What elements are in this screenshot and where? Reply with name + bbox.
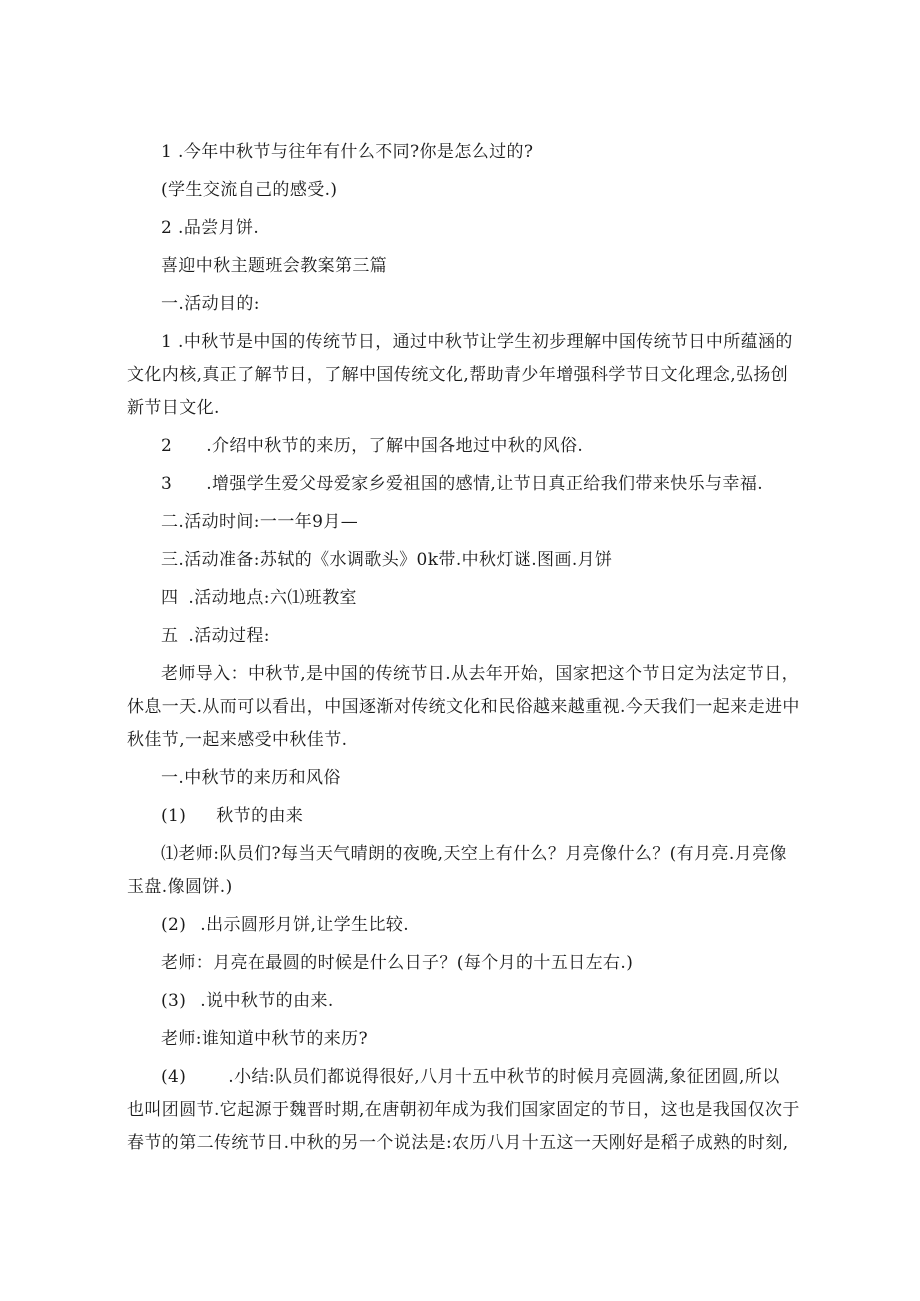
paragraph-line: 一.中秋节的来历和风俗 bbox=[161, 768, 341, 788]
section-title: 喜迎中秋主题班会教案第三篇 bbox=[161, 256, 388, 276]
paragraph-line: 文化内核,真正了解节日，了解中国传统文化,帮助青少年增强科学节日文化理念,弘扬创 bbox=[127, 365, 789, 385]
paragraph-line bbox=[161, 804, 303, 828]
paragraph-line: 秋佳节,一起来感受中秋佳节. bbox=[127, 730, 348, 750]
paragraph-line bbox=[161, 913, 409, 937]
list-number: (2) bbox=[161, 915, 187, 935]
list-number: 五 bbox=[161, 626, 179, 646]
paragraph-line: 新节日文化. bbox=[127, 398, 220, 418]
list-number: (1) bbox=[161, 806, 187, 826]
paragraph-line: 2 .品尝月饼. bbox=[161, 218, 260, 238]
list-text: .活动过程: bbox=[188, 626, 270, 646]
list-number: (4) bbox=[161, 1067, 187, 1087]
paragraph-line: 老师:谁知道中秋节的来历? bbox=[161, 1029, 369, 1049]
list-text: .出示圆形月饼,让学生比较. bbox=[200, 915, 410, 935]
paragraph-line: 三.活动准备:苏轼的《水调歌头》0k带.中秋灯谜.图画.月饼 bbox=[161, 550, 613, 570]
paragraph-line: 老师：月亮在最圆的时候是什么日子？(每个月的十五日左右.) bbox=[161, 953, 634, 973]
list-text: 秋节的由来 bbox=[216, 806, 304, 826]
paragraph-line: 玉盘.像圆饼.) bbox=[127, 877, 233, 897]
paragraph-line: 也叫团圆节.它起源于魏晋时期,在唐朝初年成为我们国家固定的节日，这也是我国仅次于 bbox=[127, 1100, 800, 1120]
list-text: .活动地点:六⑴班教室 bbox=[188, 588, 357, 608]
list-number: 四 bbox=[161, 588, 179, 608]
paragraph-line: 休息一天.从而可以看出，中国逐渐对传统文化和民俗越来越重视.今天我们一起来走进中 bbox=[127, 697, 800, 717]
paragraph-line: 二.活动时间:一一年9月— bbox=[161, 512, 359, 532]
paragraph-line bbox=[161, 472, 763, 496]
paragraph-line bbox=[161, 989, 334, 1013]
paragraph-line bbox=[161, 586, 357, 610]
paragraph-line: 老师导入：中秋节,是中国的传统节日.从去年开始，国家把这个节日定为法定节日， bbox=[161, 664, 800, 684]
paragraph-line: 一.活动目的: bbox=[161, 294, 260, 314]
paragraph-line: 1 .中秋节是中国的传统节日，通过中秋节让学生初步理解中国传统节日中所蕴涵的 bbox=[161, 332, 793, 352]
list-number: (3) bbox=[161, 991, 187, 1011]
paragraph-line bbox=[161, 434, 583, 458]
list-text: .说中秋节的由来. bbox=[200, 991, 334, 1011]
list-text: .小结:队员们都说得很好,八月十五中秋节的时候月亮圆满,象征团圆,所以 bbox=[228, 1067, 780, 1087]
paragraph-line: 1 .今年中秋节与往年有什么不同?你是怎么过的? bbox=[161, 142, 534, 162]
list-text: .增强学生爱父母爱家乡爱祖国的感情,让节日真正给我们带来快乐与幸福. bbox=[206, 474, 764, 494]
paragraph-line: 春节的第二传统节日.中秋的另一个说法是:农历八月十五这一天刚好是稻子成熟的时刻, bbox=[127, 1133, 789, 1153]
paragraph-line: (学生交流自己的感受.) bbox=[161, 180, 338, 200]
list-text: .介绍中秋节的来历，了解中国各地过中秋的风俗. bbox=[206, 436, 584, 456]
list-number: 2 bbox=[161, 436, 173, 456]
list-number: 3 bbox=[161, 474, 173, 494]
paragraph-line bbox=[161, 1065, 780, 1089]
paragraph-line: ⑴老师:队员们?每当天气晴朗的夜晚,天空上有什么？月亮像什么？(有月亮.月亮像 bbox=[161, 844, 787, 864]
paragraph-line bbox=[161, 624, 270, 648]
